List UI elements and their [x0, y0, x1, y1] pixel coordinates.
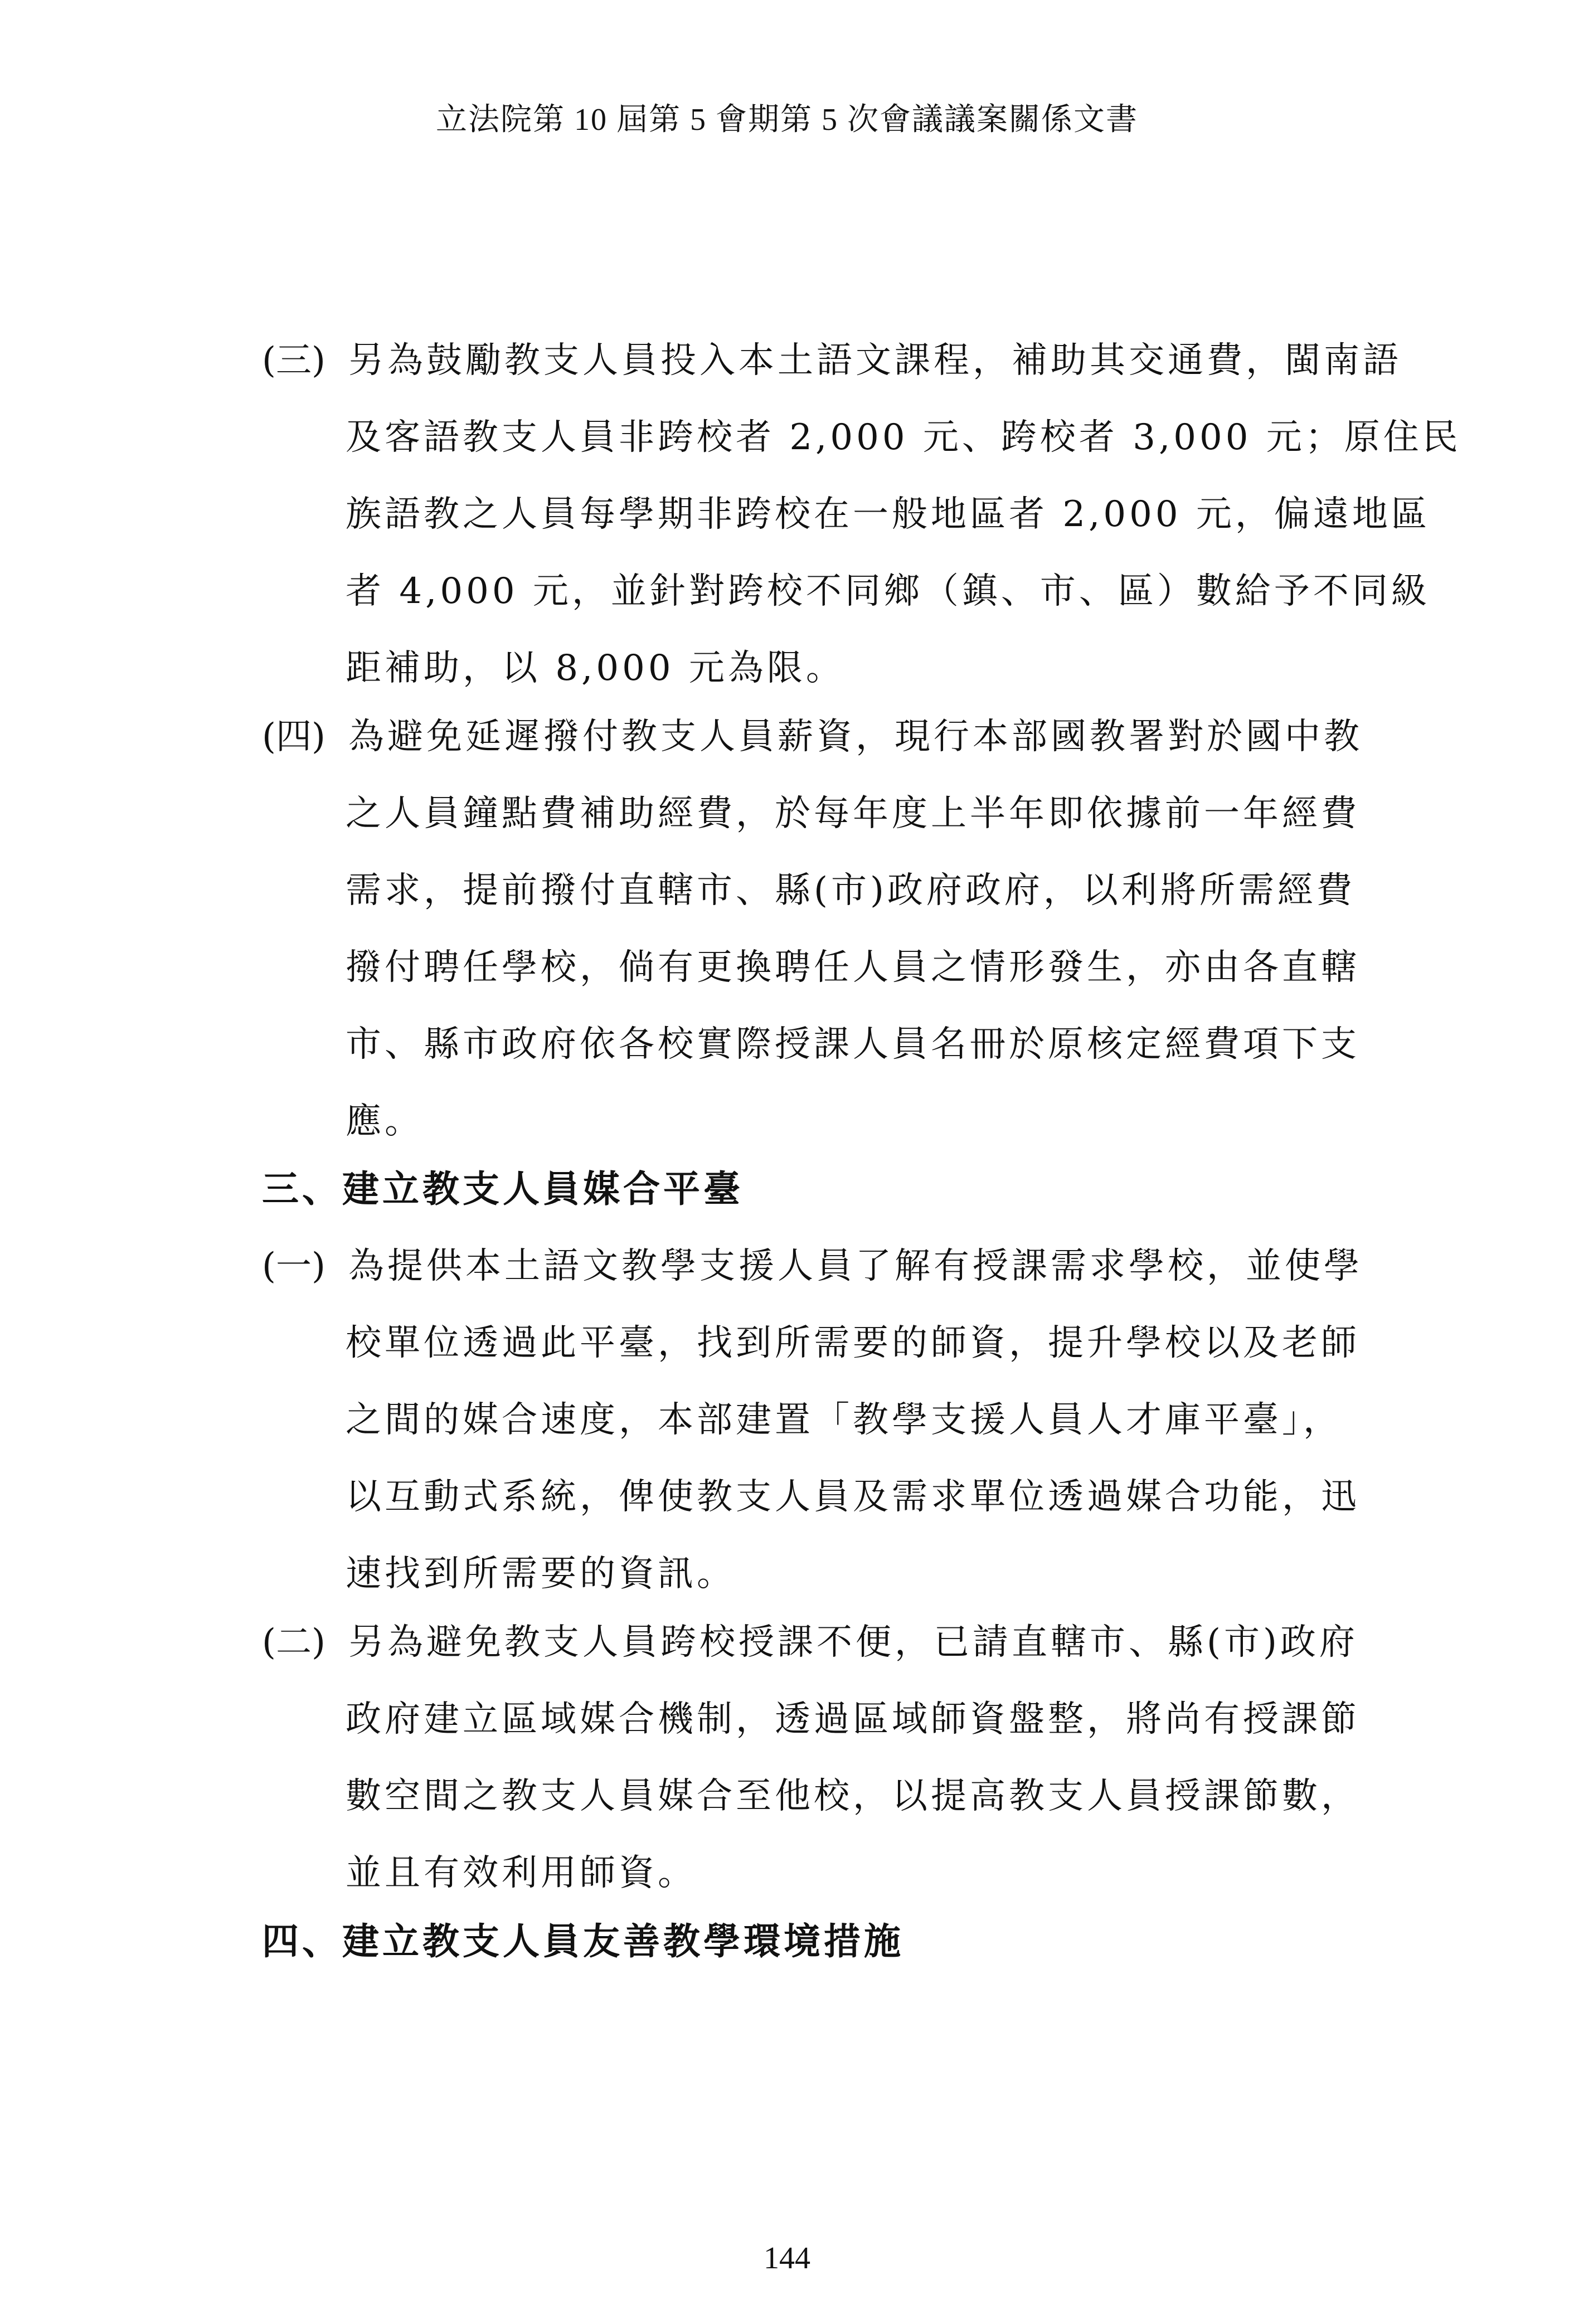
- item-line: 者 4,000 元，並針對跨校不同鄉（鎮、市、區）數給予不同級: [346, 571, 1430, 612]
- item-line: 距補助，以 8,000 元為限。: [346, 648, 845, 689]
- item-marker: (四): [262, 716, 326, 757]
- section-heading-3: 三、建立教支人員媒合平臺: [262, 1167, 744, 1210]
- item-line: 以互動式系統，俾使教支人員及需求單位透過媒合功能，迅: [346, 1476, 1360, 1518]
- item-line: 應。: [346, 1101, 424, 1142]
- item-line: 需求，提前撥付直轄市、縣(市)政府政府，以利將所需經費: [346, 870, 1356, 911]
- item-line: 速找到所需要的資訊。: [346, 1553, 736, 1594]
- section-heading-4: 四、建立教支人員友善教學環境措施: [262, 1919, 904, 1963]
- item-line: 之人員鐘點費補助經費，於每年度上半年即依據前一年經費: [346, 793, 1360, 834]
- item-line: 為提供本土語文教學支援人員了解有授課需求學校，並使學: [348, 1246, 1363, 1287]
- item-marker: (一): [262, 1246, 326, 1287]
- document-header: 立法院第 10 屆第 5 會期第 5 次會議議案關係文書: [436, 103, 1138, 137]
- item-marker: (三): [262, 340, 326, 381]
- item-line: 另為鼓勵教支人員投入本土語文課程，補助其交通費，閩南語: [348, 340, 1402, 381]
- item-line: 另為避免教支人員跨校授課不便，已請直轄市、縣(市)政府: [348, 1622, 1358, 1663]
- item-line: 之間的媒合速度，本部建置「教學支援人員人才庫平臺」，: [346, 1399, 1342, 1441]
- item-line: 族語教之人員每學期非跨校在一般地區者 2,000 元，偏遠地區: [346, 494, 1430, 535]
- item-line: 數空間之教支人員媒合至他校，以提高教支人員授課節數，: [346, 1776, 1360, 1817]
- item-line: 並且有效利用師資。: [346, 1853, 697, 1894]
- item-line: 校單位透過此平臺，找到所需要的師資，提升學校以及老師: [346, 1323, 1360, 1364]
- item-line: 及客語教支人員非跨校者 2,000 元、跨校者 3,000 元；原住民: [346, 417, 1461, 458]
- item-line: 撥付聘任學校，倘有更換聘任人員之情形發生，亦由各直轄: [346, 947, 1360, 988]
- page-number: 144: [764, 2241, 810, 2276]
- item-line: 市、縣市政府依各校實際授課人員名冊於原核定經費項下支: [346, 1024, 1360, 1065]
- item-line: 政府建立區域媒合機制，透過區域師資盤整，將尚有授課節: [346, 1699, 1360, 1740]
- item-marker: (二): [262, 1622, 326, 1663]
- item-line: 為避免延遲撥付教支人員薪資，現行本部國教署對於國中教: [348, 716, 1363, 757]
